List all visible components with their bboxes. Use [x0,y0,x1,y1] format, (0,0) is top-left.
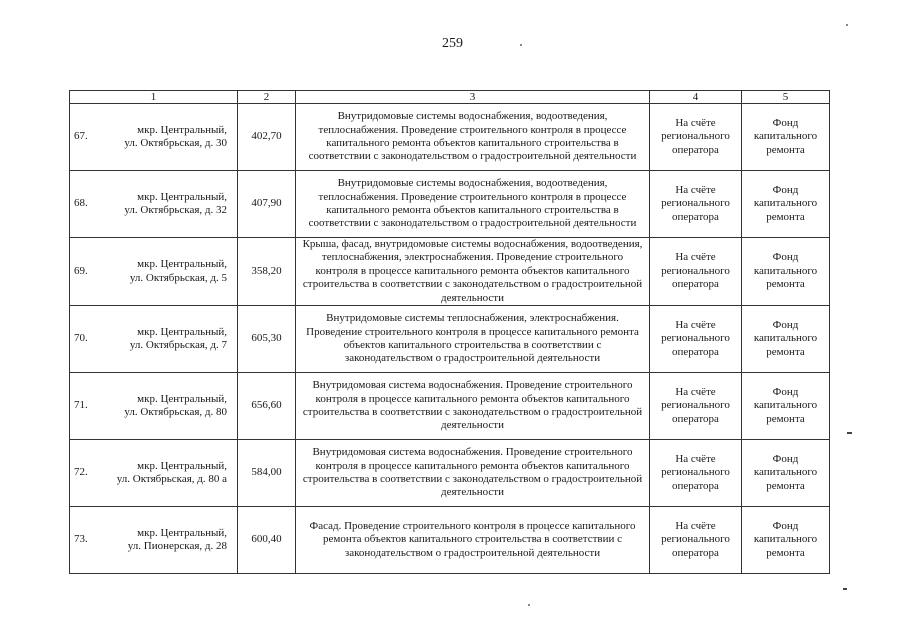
address-street: ул. Октябрьская, д. 7 [129,339,227,352]
funding-source-cell: Фонд капитального ремонта [742,507,830,574]
work-description-cell: Внутридомовые системы водоснабжения, водоотведения, теплоснабжения. Проведение строительного контроля в процессе капитального ремонта объектов капитального строительства в соответствии с законодательством о градостроительной деятельности [296,104,650,171]
row-number: 73. [74,533,88,546]
address-text [100,527,233,554]
address-cell [70,306,238,373]
row-number: 68. [74,197,88,210]
funding-account-cell: На счёте регионального оператора [650,306,742,373]
address-district: мкр. Центральный, [137,190,227,203]
address-text [100,191,233,218]
address-cell [70,440,238,507]
column-header-1: 1 [70,91,238,104]
address-cell [70,238,238,306]
funding-source-cell: Фонд капитального ремонта [742,171,830,238]
address-text [100,326,233,353]
row-number: 69. [74,264,88,277]
address-street: ул. Пионерская, д. 28 [127,540,227,553]
funding-source-cell: Фонд капитального ремонта [742,104,830,171]
address-street: ул. Октябрьская, д. 32 [124,204,227,216]
row-number: 70. [74,332,88,345]
area-cell: 600,40 [238,507,296,574]
table-row [70,507,830,574]
area-cell: 584,00 [238,440,296,507]
funding-source-cell: Фонд капитального ремонта [742,238,830,306]
address-cell [70,373,238,440]
funding-source-cell: Фонд капитального ремонта [742,373,830,440]
work-description-cell: Фасад. Проведение строительного контроля в процессе капитального ремонта объектов капитального строительства в соответствии с законодательством о градостроительной деятельности [296,507,650,574]
funding-account-cell: На счёте регионального оператора [650,373,742,440]
table-row [70,104,830,171]
funding-account-cell: На счёте регионального оператора [650,238,742,306]
scan-speck [846,24,848,26]
address-cell [70,171,238,238]
scan-speck [520,44,522,46]
work-description-cell: Внутридомовые системы водоснабжения, водоотведения, теплоснабжения. Проведение строительного контроля в процессе капитального ремонта объектов капитального строительства в соответствии с законодательством о градостроительной деятельности [296,171,650,238]
work-description-cell: Крыша, фасад, внутридомовые системы водоснабжения, водоотведения, теплоснабжения, электроснабжения. Проведение строительного контроля в процессе капитального ремонта объектов капитального строительства в соответствии с законодательством о градостроительной деятельности [296,238,650,306]
area-cell: 605,30 [238,306,296,373]
work-description-cell: Внутридомовые системы теплоснабжения, электроснабжения. Проведение строительного контроля в процессе капитального ремонта объектов капитального строительства в соответствии с законодательством о градостроительной деятельности [296,306,650,373]
table-row [70,171,830,238]
row-number: 67. [74,130,88,143]
area-cell: 656,60 [238,373,296,440]
table-row [70,440,830,507]
address-district: мкр. Центральный, [137,325,227,338]
address-district: мкр. Центральный, [137,526,227,539]
area-cell: 407,90 [238,171,296,238]
address-text [100,258,233,285]
funding-source-cell: Фонд капитального ремонта [742,440,830,507]
column-header-5: 5 [742,91,830,104]
row-number: 71. [74,399,88,412]
area-cell: 358,20 [238,238,296,306]
address-text [100,393,233,420]
funding-account-cell: На счёте регионального оператора [650,440,742,507]
funding-source-cell: Фонд капитального ремонта [742,306,830,373]
address-text [100,124,233,151]
repair-table [69,90,830,574]
funding-account-cell: На счёте регионального оператора [650,171,742,238]
row-number: 72. [74,466,88,479]
funding-account-cell: На счёте регионального оператора [650,104,742,171]
scan-mark [843,588,847,590]
table-row [70,306,830,373]
address-text [100,460,233,487]
area-cell: 402,70 [238,104,296,171]
table-row [70,373,830,440]
address-cell [70,104,238,171]
funding-account-cell: На счёте регионального оператора [650,507,742,574]
column-header-2: 2 [238,91,296,104]
table-row [70,238,830,306]
address-district: мкр. Центральный, [137,123,227,136]
column-number-row [70,91,830,104]
address-district: мкр. Центральный, [137,392,227,405]
page-number: 259 [442,36,463,51]
work-description-cell: Внутридомовая система водоснабжения. Проведение строительного контроля в процессе капитального ремонта объектов капитального строительства в соответствии с законодательством о градостроительной деятельности [296,373,650,440]
column-header-3: 3 [296,91,650,104]
address-street: ул. Октябрьская, д. 5 [129,271,227,284]
address-district: мкр. Центральный, [137,459,227,472]
scan-mark [847,432,852,434]
address-street: ул. Октябрьская, д. 80 а [116,473,227,486]
address-district: мкр. Центральный, [137,258,227,271]
scan-speck [528,604,530,606]
address-street: ул. Октябрьская, д. 30 [124,137,227,149]
column-header-4: 4 [650,91,742,104]
address-street: ул. Октябрьская, д. 80 [124,406,227,419]
work-description-cell: Внутридомовая система водоснабжения. Проведение строительного контроля в процессе капитального ремонта объектов капитального строительства в соответствии с законодательством о градостроительной деятельности [296,440,650,507]
address-cell [70,507,238,574]
